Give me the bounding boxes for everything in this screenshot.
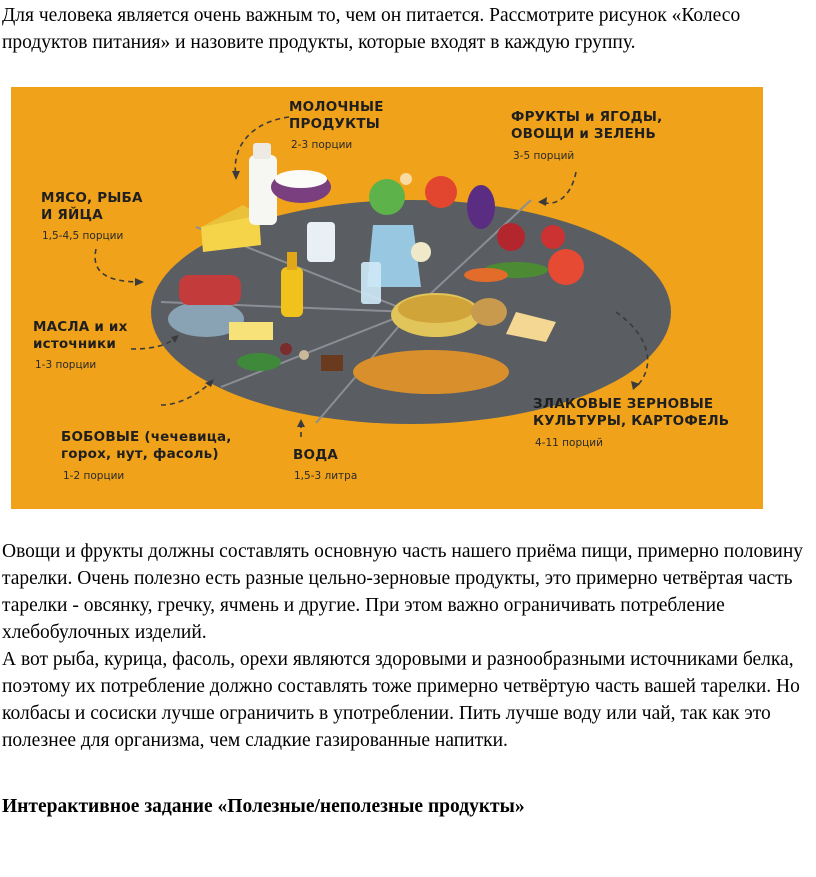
- oil-bottle: [281, 267, 303, 317]
- peas-pod: [237, 353, 281, 371]
- grains-portions: 4-11 порций: [535, 437, 603, 449]
- oils-portions: 1-3 порции: [35, 359, 97, 371]
- meat: [179, 275, 241, 305]
- grains-label: ЗЛАКОВЫЕ ЗЕРНОВЫЕ КУЛЬТУРЫ, КАРТОФЕЛЬ: [533, 396, 730, 429]
- potato: [471, 298, 507, 326]
- butter: [229, 322, 273, 340]
- tomato: [548, 249, 584, 285]
- carrot: [464, 268, 508, 282]
- yogurt: [307, 222, 335, 262]
- task-heading: Интерактивное задание «Полезные/неполезные продукты»: [2, 796, 525, 817]
- meat-label: МЯСО, РЫБА И ЯЙЦА: [41, 190, 143, 223]
- intro-paragraph: Для человека является очень важным то, чем он питается. Рассмотрите рисунок «Колесо продуктов питания» и назовите продукты, которые входят в каждую группу.: [2, 5, 741, 53]
- dairy-portions: 2-3 порции: [291, 139, 353, 151]
- food-wheel-figure: [11, 87, 763, 509]
- fruits-portions: 3-5 порций: [513, 150, 575, 162]
- water-label: ВОДА: [293, 447, 339, 463]
- body-paragraph: Овощи и фрукты должны составлять основную часть нашего приёма пищи, примерно половину тарелки. Очень полезно есть разные цельно-зерновые продукты, это примерно четвёртая часть тарелки - овсянку, гречку, ячмень и другие. При этом важно ограничивать потребление хлебобулочных изделий. А вот рыба, курица, фасоль, орехи являются здоровыми и разнообразными источниками белка, поэтому их потребление должно составлять тоже примерно четвёртую часть вашей тарелки. Но колбасы и сосиски лучше ограничить в употреблении. Пить лучше воду или чай, так как это полезнее для организма, чем сладкие газированные напитки.: [2, 541, 804, 751]
- meat-portions: 1,5-4,5 порции: [42, 230, 124, 242]
- legumes-label: БОБОВЫЕ (чечевица, горох, нут, фасоль): [61, 429, 232, 462]
- eggplant: [467, 185, 495, 229]
- fruits-label: ФРУКТЫ и ЯГОДЫ, ОВОЩИ и ЗЕЛЕНЬ: [511, 109, 663, 142]
- water-portions: 1,5-3 литра: [294, 470, 358, 482]
- oils-label: МАСЛА и их источники: [33, 319, 128, 352]
- dairy-label: МОЛОЧНЫЕ ПРОДУКТЫ: [289, 99, 384, 132]
- green-apple: [369, 179, 405, 215]
- bread: [353, 350, 509, 394]
- legumes-portions: 1-2 порции: [63, 470, 125, 482]
